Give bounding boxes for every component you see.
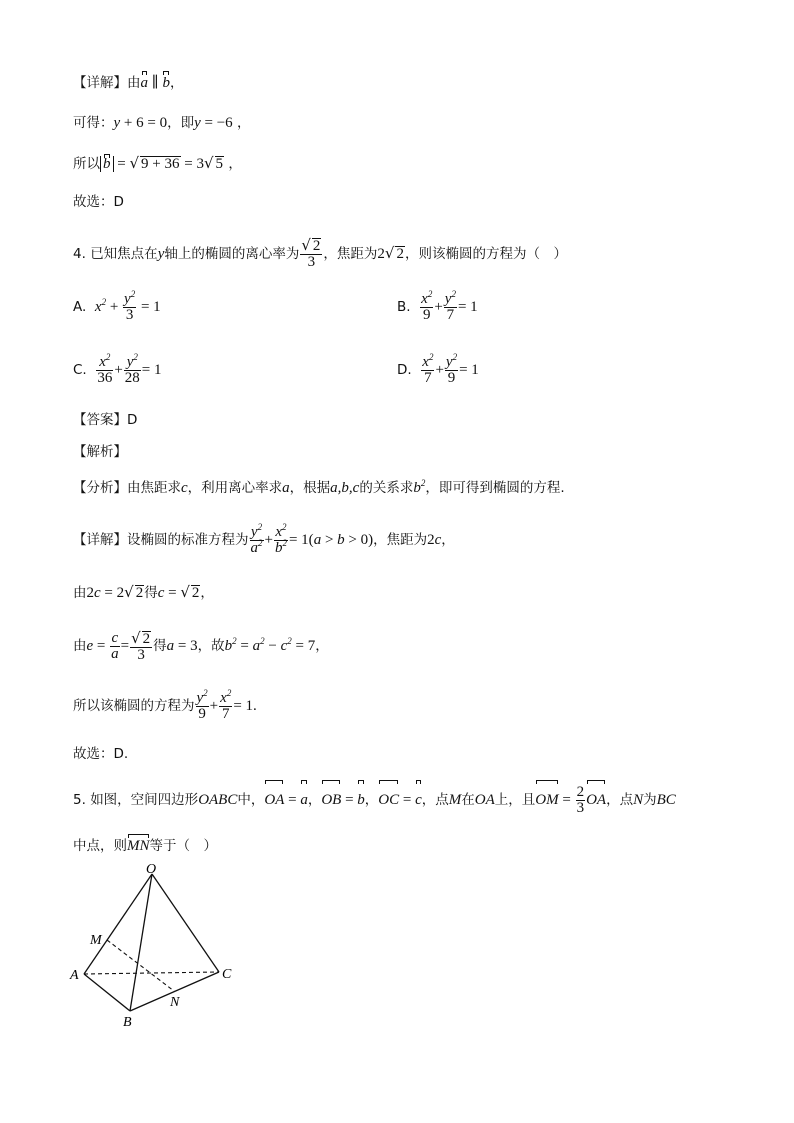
- tag-fenxi: 【分析】: [73, 480, 127, 496]
- math-a-parallel-b: a ∥ b: [140, 75, 170, 91]
- q4-detail-line-3: 由e = $\frac{c}{a}$ = $\frac{√ 2}{3}$ 得a = 3，故$b^2 = a^2 - c^2 = 7$，: [73, 628, 329, 663]
- prev-answer-line: 故选：D: [73, 194, 124, 210]
- label-N: N: [170, 995, 180, 1010]
- tag-answer: 【答案】: [73, 412, 127, 428]
- q4-detail-line-1: 【详解】设椭圆的标准方程为 $\frac{y^2}{a^2}$ + $\frac{x^2}{b^2}$ = 1(a > b > 0)，焦距为2c，: [73, 522, 455, 557]
- q4-final-answer: 故选：D.: [73, 746, 129, 762]
- frac-sqrt2-over-3: $\frac{√ 2}{3}$: [301, 236, 321, 270]
- label-M: M: [90, 933, 102, 948]
- prev-detail-line-2: 可得：y + 6 = 0，即y = −6 ，: [73, 115, 251, 131]
- tetrahedron-figure: [64, 862, 244, 1032]
- option-a[interactable]: A. $x^2$ + $\frac{y^2}{3}$ = 1: [73, 289, 161, 323]
- math-y-plus-6: y + 6 = 0: [113, 115, 168, 131]
- edge-OA: [84, 874, 152, 974]
- math-y-axis: y: [157, 246, 165, 262]
- tag-detail: 【详解】: [73, 75, 127, 91]
- math-2sqrt2: 2√ 2: [377, 244, 404, 262]
- label-O: O: [146, 862, 157, 877]
- prev-detail-line-1: 【详解】由a ∥ b，: [73, 75, 184, 91]
- q5-stem-line-2: 中点，则MN等于（ ）: [73, 838, 217, 854]
- tag-analysis: 【解析】: [73, 444, 127, 460]
- option-b[interactable]: B. $\frac{x^2}{9}$ + $\frac{y^2}{7}$ = 1: [397, 289, 478, 323]
- tag-detail-2: 【详解】: [73, 532, 127, 548]
- q4-detail-line-4: 所以该椭圆的方程为 $\frac{y^2}{9}$ + $\frac{x^2}{7}$ = 1.: [73, 688, 257, 723]
- q4-stem: 4. 已知焦点在y轴上的椭圆的离心率为 $\frac{√ 2}{3}$ ，焦距为2√ 2，则该椭圆的方程为（ ）: [73, 236, 567, 270]
- edge-OC: [152, 874, 219, 972]
- option-c[interactable]: C. $\frac{x^2}{36}$ + $\frac{y^2}{28}$ = 1: [73, 352, 162, 386]
- q4-answer-line: [73, 410, 137, 430]
- edge-AB: [84, 974, 130, 1011]
- q4-detail-line-2: 由2c = 2√ 2得c = √ 2，: [73, 583, 214, 601]
- math-y-eq: y = −6: [194, 115, 233, 131]
- label-B: B: [123, 1015, 132, 1030]
- label-C: C: [222, 967, 232, 982]
- q5-number: 5.: [73, 792, 86, 808]
- answer-value: D: [127, 412, 138, 428]
- math-norm-b: b = √ 9 + 36 = 3√ 5: [100, 156, 224, 172]
- label-A: A: [70, 968, 79, 983]
- option-d[interactable]: D. $\frac{x^2}{7}$ + $\frac{y^2}{9}$ = 1: [397, 352, 479, 386]
- prev-detail-line-3: 所以 b = √ 9 + 36 = 3√ 5 ，: [73, 154, 242, 172]
- edge-OB: [130, 874, 152, 1011]
- edge-AC-hidden: [84, 972, 219, 974]
- q5-stem-line-1: 5. 如图，空间四边形OABC中，OA = a，OB = b，OC = c，点M在OA上，且OM = $\frac{2}{3}$ OA，点N为BC: [73, 782, 676, 818]
- q4-number: 4.: [73, 246, 86, 262]
- q4-fenxi-line: 【分析】由焦距求c，利用离心率求a，根据a,b,c的关系求$b^2$，即可得到椭圆的方程.: [73, 478, 565, 496]
